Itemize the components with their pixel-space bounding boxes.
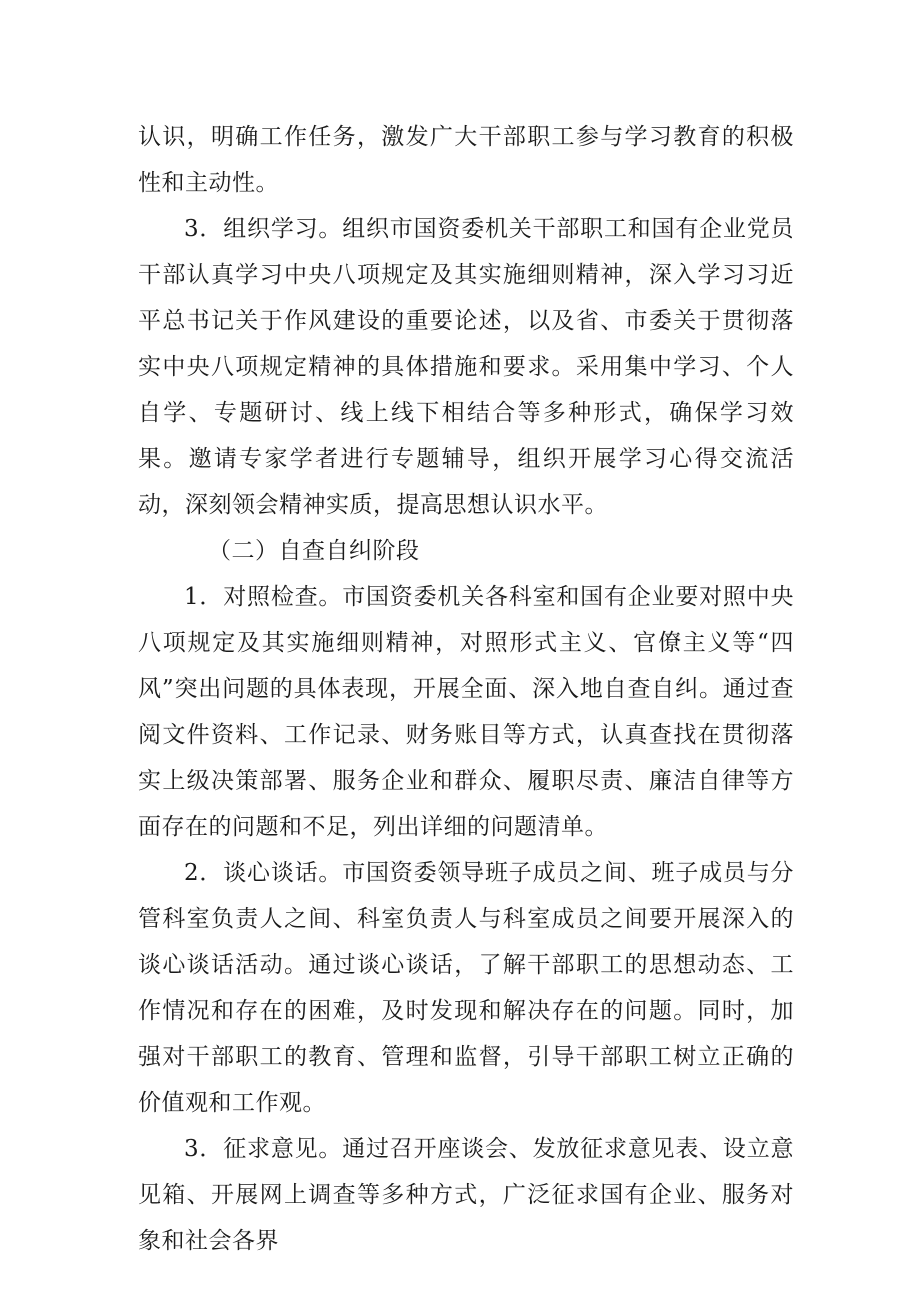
paragraph-text: 认识，明确工作任务，激发广大干部职工参与学习教育的积极性和主动性。 [138,124,794,196]
item-title: 谈心谈话。 [223,860,343,886]
paragraph-item-solicit-opinions [138,1126,794,1264]
paragraph-text: 市国资委领导班子成员之间、班子成员与分管科室负责人之间、科室负责人与科室成员之间要开展深入的谈心谈话活动。通过谈心谈话，了解干部职工的思想动态、工作情况和存在的困难，及时发现和解决存在的问题。同时，加强对干部职工的教育、管理和监督，引导干部职工树立正确的价值观和工作观。 [138,860,795,1116]
item-number: 2． [184,860,224,886]
paragraph-text: 组织市国资委机关干部职工和国有企业党员干部认真学习中央八项规定及其实施细则精神，深入学习习近平总书记关于作风建设的重要论述，以及省、市委关于贯彻落实中央八项规定精神的具体措施和要求。采用集中学习、个人自学、专题研讨、线上线下相结合等多种形式，确保学习效果。邀请专家学者进行专题辅导，组织开展学习心得交流活动，深刻领会精神实质，提高思想认识水平。 [138,216,795,518]
item-number: 3． [184,216,224,242]
item-title: 组织学习。 [223,216,343,242]
paragraph-item-organize-study [138,206,794,528]
paragraph-item-heart-talk [138,850,794,1126]
section-title: （二）自查自纠阶段 [208,538,420,564]
item-title: 征求意见。 [223,1136,343,1162]
item-number: 1． [184,584,224,610]
paragraph-continuation [138,114,794,206]
item-title: 对照检查。 [223,584,343,610]
document-body [138,114,794,1264]
paragraph-text: 通过召开座谈会、发放征求意见表、设立意见箱、开展网上调查等多种方式，广泛征求国有企业、服务对象和社会各界 [138,1136,795,1254]
section-heading [138,528,794,574]
paragraph-text: 市国资委机关各科室和国有企业要对照中央八项规定及其实施细则精神，对照形式主义、官僚主义等“四风”突出问题的具体表现，开展全面、深入地自查自纠。通过查阅文件资料、工作记录、财务账目等方式，认真查找在贯彻落实上级决策部署、服务企业和群众、履职尽责、廉洁自律等方面存在的问题和不足，列出详细的问题清单。 [138,584,795,840]
paragraph-item-self-check [138,574,794,850]
item-number: 3． [184,1136,224,1162]
